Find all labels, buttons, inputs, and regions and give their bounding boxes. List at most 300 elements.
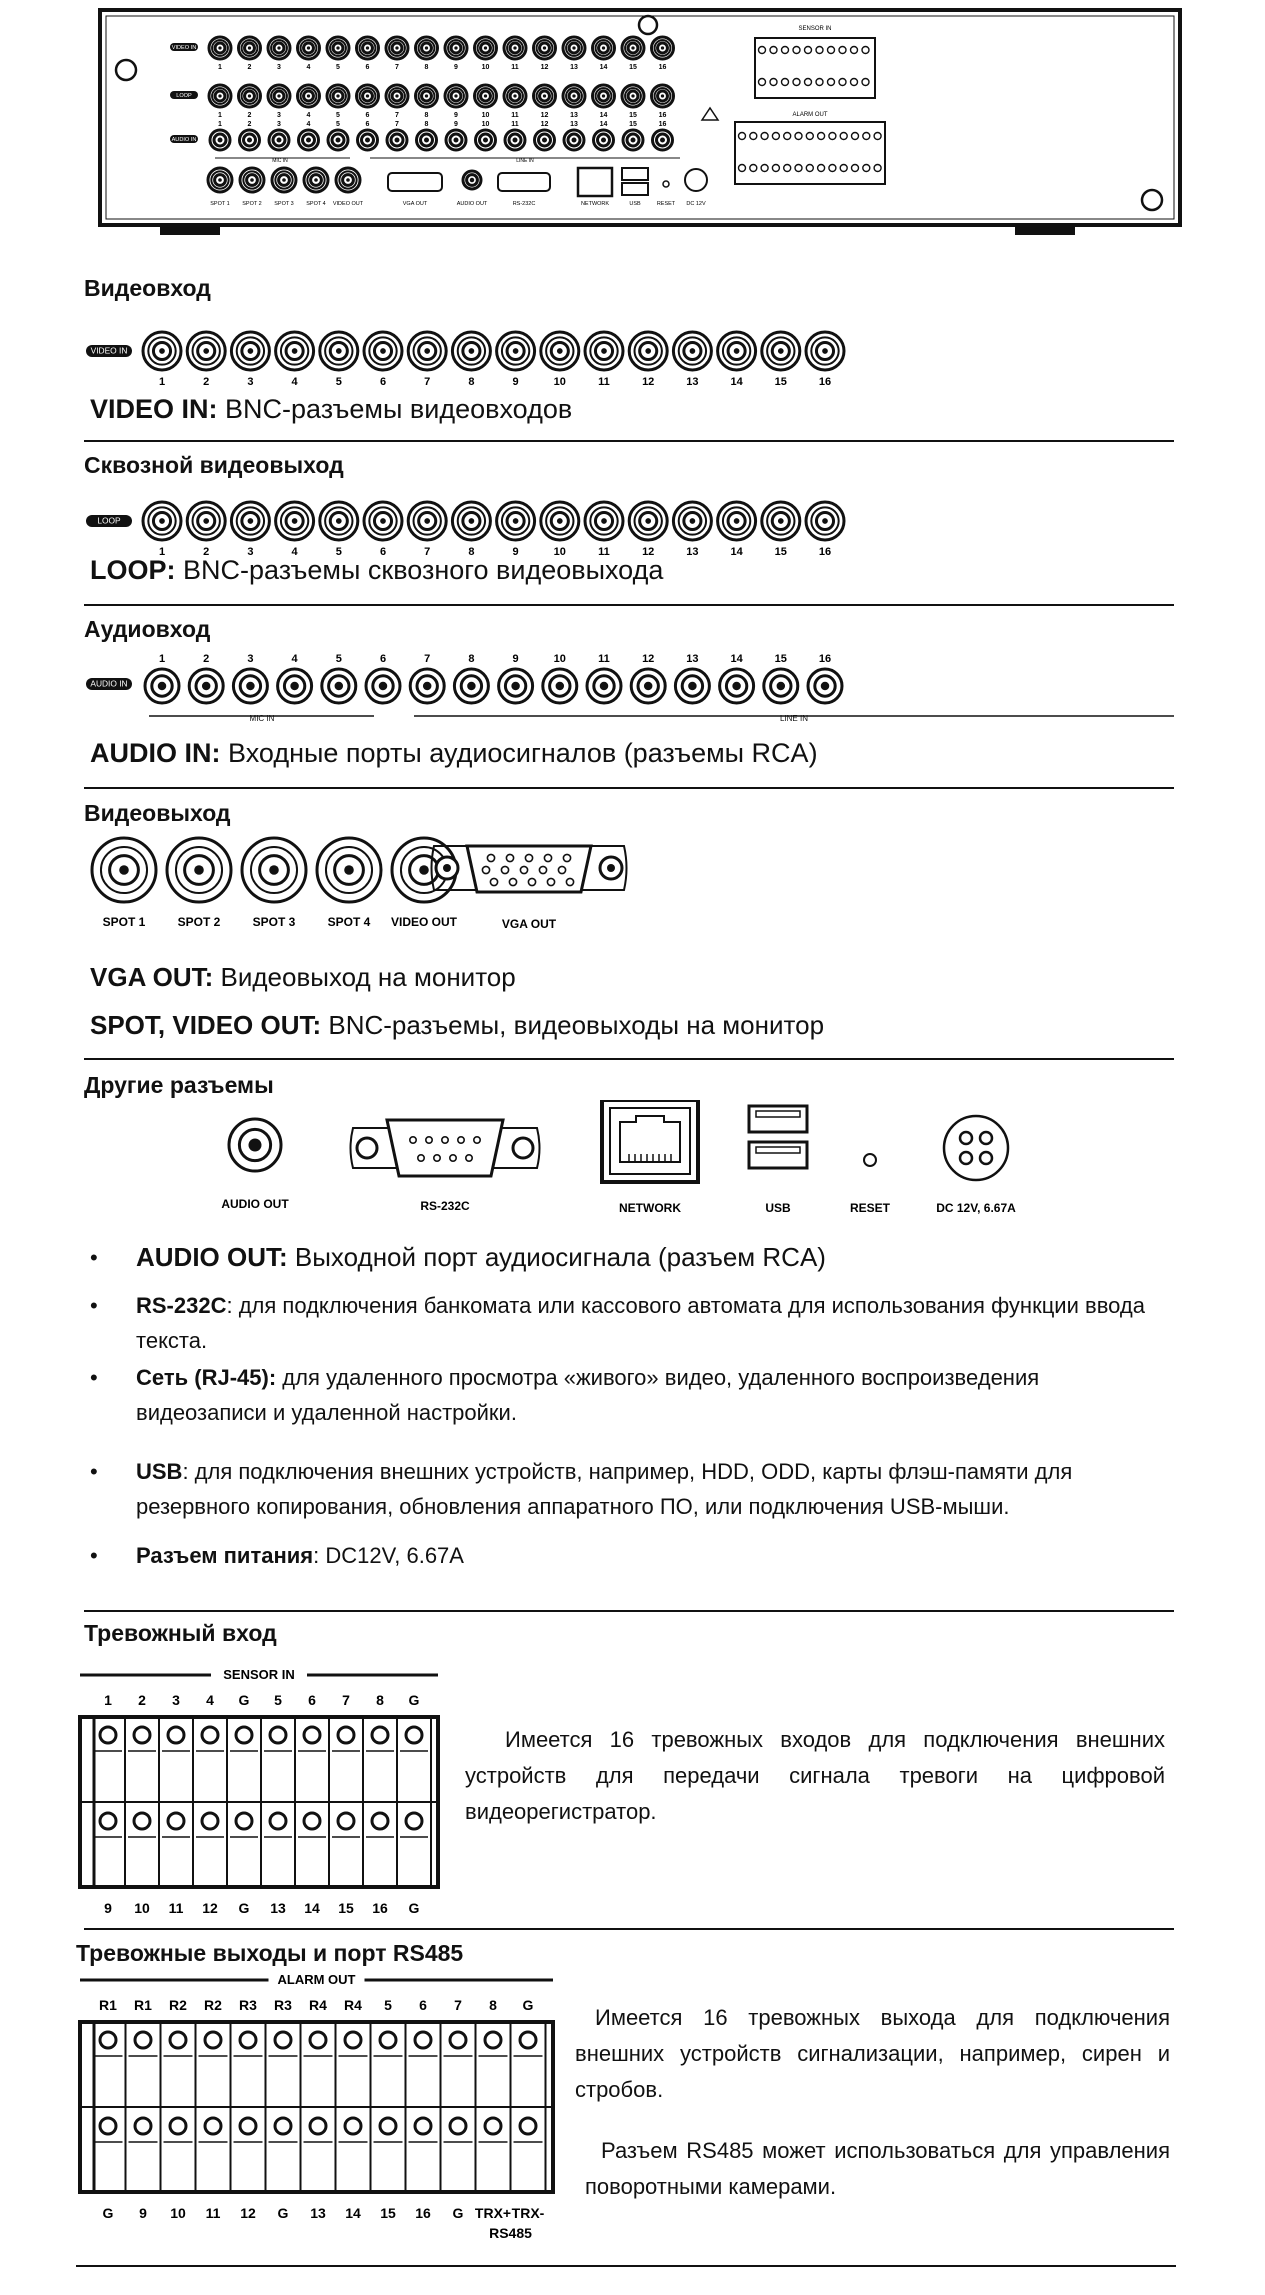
bullet-desc: : для подключения внешних устройств, например, HDD, ODD, карты флэш-памяти для резервного копирования, обновления аппаратного ПО, или подключения USB-мыши. (136, 1459, 1073, 1519)
bnc-11-pin (601, 518, 607, 524)
terminal-screw (205, 2032, 221, 2048)
port-number: 1 (158, 653, 166, 665)
rs485-description: Разъем RS485 может использоваться для управления поворотными камерами. (585, 2138, 1170, 2199)
panel-port-num: 4 (306, 112, 311, 119)
panel-rca-pin (365, 138, 370, 143)
terminal-screw (380, 2032, 396, 2048)
panel-usb-label: USB (629, 201, 641, 207)
rca-9-pin (511, 682, 519, 691)
port-number: 13 (686, 376, 699, 388)
panel-mic-label: MIC IN (272, 158, 288, 164)
video-out-bnc-pin (344, 865, 354, 875)
panel-rca-pin (277, 138, 282, 143)
bnc-12-pin (645, 518, 651, 524)
bnc-2-pin (203, 348, 209, 354)
panel-port-num: 6 (365, 121, 370, 128)
panel-bnc-pin (425, 46, 428, 49)
terminal-screw (338, 1727, 354, 1743)
terminal-screw (345, 2118, 361, 2134)
bnc-10-pin (557, 348, 563, 354)
terminal-screw (415, 2032, 431, 2048)
divider (84, 1058, 1174, 1060)
bnc-12-pin (645, 348, 651, 354)
bnc-2-pin (203, 518, 209, 524)
panel-port-num: 10 (481, 64, 490, 71)
video-out-label: VIDEO OUT (390, 915, 458, 929)
rs232-label: RS-232C (420, 1199, 470, 1213)
panel-bnc-pin (336, 94, 339, 97)
loop-caption: LOOP: BNC-разъемы сквозного видеовыхода (90, 555, 664, 585)
terminal-bottom-label: G (408, 1900, 420, 1915)
panel-port-num: 13 (570, 64, 578, 71)
panel-sensor-label: SENSOR IN (798, 26, 832, 32)
panel-bnc-pin (602, 94, 605, 97)
usb-tongue (756, 1111, 800, 1117)
alarm-description: Имеется 16 тревожных выхода для подключения внешних устройств сигнализации, например, сирен и стробов. (575, 2005, 1170, 2102)
panel-port-num: 12 (540, 121, 549, 128)
terminal-screw (170, 2118, 186, 2134)
rca-15-pin (777, 682, 786, 691)
panel-row-label-text: AUDIO IN (171, 136, 197, 143)
bnc-13-pin (690, 348, 696, 354)
bnc-16-pin (822, 518, 828, 524)
bnc-9-pin (513, 348, 519, 354)
terminal-top-label: 7 (454, 1997, 462, 2013)
panel-port-num: 12 (540, 64, 549, 71)
port-number: 4 (291, 546, 298, 558)
bnc-4-pin (292, 348, 298, 354)
sensor-in-terminal (76, 1665, 446, 1915)
port-number: 15 (774, 546, 787, 558)
port-number: 6 (379, 376, 387, 388)
rs232-screw-left (357, 1138, 377, 1158)
panel-rca-pin (454, 138, 459, 143)
port-number: 7 (424, 653, 431, 665)
bnc-16-pin (822, 348, 828, 354)
panel-vga (388, 173, 442, 191)
terminal-bottom-label: 9 (104, 1900, 112, 1915)
vga-out-label: VGA OUT (501, 917, 557, 931)
panel-port-num: 16 (658, 64, 667, 71)
bnc-5-pin (336, 348, 342, 354)
usb-port (749, 1106, 807, 1132)
video-out-bnc-pin (119, 865, 129, 875)
panel-rs232-label: RS-232C (512, 201, 536, 207)
terminal-screw (168, 1727, 184, 1743)
bullet-item (90, 1538, 1150, 1573)
bnc-6-pin (380, 348, 386, 354)
spot-video-out-caption: SPOT, VIDEO OUT: BNC-разъемы, видеовыходы на монитор (90, 1010, 825, 1040)
port-number: 16 (818, 653, 832, 665)
panel-out-label: SPOT 2 (242, 201, 262, 207)
row-label-text: AUDIO IN (90, 678, 128, 689)
panel-port-num: 12 (540, 112, 549, 119)
port-number: 9 (512, 546, 519, 558)
terminal-bottom-label: 13 (310, 2205, 326, 2221)
panel-rca-pin (542, 138, 547, 143)
bnc-10-pin (557, 518, 563, 524)
terminal-screw (135, 2032, 151, 2048)
video-out-label: SPOT 1 (102, 915, 146, 929)
terminal-screw (100, 1727, 116, 1743)
video-out-label: SPOT 3 (252, 915, 296, 929)
panel-port-num: 5 (336, 64, 340, 71)
bullet-text (136, 1538, 1150, 1573)
port-number: 1 (158, 546, 166, 558)
terminal-screw (406, 1813, 422, 1829)
terminal-screw (100, 1813, 116, 1829)
panel-bnc-pin (513, 94, 516, 97)
terminal-top-label: R1 (134, 1997, 152, 2013)
section-title-audio-in: Аудиовход (84, 616, 211, 642)
terminal-screw (520, 2118, 536, 2134)
line-in-label: LINE IN (779, 714, 809, 723)
rca-14-pin (732, 682, 741, 691)
bnc-5-pin (336, 518, 342, 524)
video-in-bnc-row (84, 315, 1184, 395)
panel-port-num: 9 (454, 112, 458, 119)
audio-in-rca-row (84, 648, 1184, 728)
bullet-dot: • (90, 1293, 98, 1318)
panel-bnc-pin (425, 94, 428, 97)
vga-screw-left-hole (443, 864, 451, 872)
panel-rca-pin (660, 138, 665, 143)
section-title-sensor: Тревожный вход (84, 1620, 277, 1646)
panel-bnc-pin (661, 94, 664, 97)
bnc-3-pin (248, 518, 254, 524)
bnc-14-pin (734, 348, 740, 354)
rca-6-pin (379, 682, 388, 691)
terminal-top-label: G (522, 1997, 534, 2013)
panel-port-num: 15 (629, 64, 637, 71)
terminal-title: ALARM OUT (277, 1972, 356, 1987)
section-title-video-out: Видеовыход (84, 800, 231, 826)
bullet-key: AUDIO OUT: (136, 1242, 288, 1272)
terminal-screw (236, 1727, 252, 1743)
terminal-bottom-label: 14 (304, 1900, 320, 1915)
panel-port-num: 4 (306, 64, 311, 71)
panel-port-num: 13 (570, 112, 578, 119)
terminal-screw (450, 2118, 466, 2134)
terminal-top-label: 2 (138, 1692, 146, 1708)
terminal-bottom-label: TRX+ (474, 2205, 512, 2221)
panel-dc-label: DC 12V (686, 201, 706, 207)
panel-bnc-pin (248, 46, 251, 49)
panel-port-num: 7 (395, 64, 399, 71)
panel-rca-pin (513, 138, 518, 143)
panel-line-label: LINE IN (516, 158, 534, 164)
panel-port-num: 4 (306, 121, 311, 128)
terminal-screw (134, 1727, 150, 1743)
terminal-screw (310, 2118, 326, 2134)
row-label-text: LOOP (97, 515, 121, 526)
usb-port (749, 1142, 807, 1168)
rca-3-pin (246, 682, 255, 691)
terminal-top-label: R4 (344, 1997, 362, 2013)
terminal-top-label: 8 (376, 1692, 384, 1708)
rs232-screw-right (513, 1138, 533, 1158)
bullet-text (136, 1240, 1150, 1275)
panel-bnc-pin (484, 94, 487, 97)
rca-1-pin (158, 682, 167, 691)
port-number: 13 (686, 546, 699, 558)
terminal-screw (380, 2118, 396, 2134)
terminal-screw (304, 1727, 320, 1743)
panel-rca-pin (395, 138, 400, 143)
terminal-bottom-label: 16 (372, 1900, 388, 1915)
rca-16-pin (821, 682, 830, 691)
panel-usb-2 (622, 183, 648, 195)
panel-bnc-pin (484, 46, 487, 49)
bullet-item (90, 1240, 1150, 1275)
port-number: 10 (553, 376, 566, 388)
panel-port-num: 2 (247, 112, 252, 119)
port-number: 10 (553, 546, 566, 558)
panel-bnc-pin (248, 94, 251, 97)
panel-port-num: 5 (336, 112, 340, 119)
bullet-desc: : DC12V, 6.67A (313, 1543, 464, 1568)
panel-rca-pin (218, 138, 223, 143)
port-number: 10 (553, 653, 566, 665)
panel-out-bnc-pin (218, 178, 222, 182)
terminal-screw (205, 2118, 221, 2134)
panel-port-num: 6 (365, 64, 370, 71)
divider (84, 604, 1174, 606)
bullet-dot: • (90, 1459, 98, 1484)
port-number: 1 (158, 376, 166, 388)
panel-rca-pin (247, 138, 252, 143)
panel-out-label: VIDEO OUT (332, 201, 364, 207)
terminal-top-label: 1 (104, 1692, 112, 1708)
terminal-screw (202, 1727, 218, 1743)
panel-bnc-pin (661, 46, 664, 49)
section-title-alarm: Тревожные выходы и порт RS485 (76, 1940, 464, 1966)
terminal-screw (270, 1813, 286, 1829)
panel-port-num: 3 (277, 112, 281, 119)
panel-port-num: 3 (277, 64, 281, 71)
reset-button (864, 1154, 876, 1166)
panel-bnc-pin (543, 94, 546, 97)
terminal-bottom-label: G (238, 1900, 250, 1915)
divider (84, 440, 1174, 442)
port-number: 3 (247, 546, 254, 558)
rca-7-pin (423, 682, 432, 691)
bullet-item (90, 1454, 1150, 1524)
terminal-bottom-label: 12 (240, 2205, 256, 2221)
panel-port-num: 13 (570, 121, 578, 128)
rca-11-pin (600, 682, 609, 691)
terminal-bottom-label: G (452, 2205, 464, 2221)
terminal-screw (415, 2118, 431, 2134)
terminal-top-label: R1 (99, 1997, 117, 2013)
dc-power-jack (944, 1116, 1008, 1180)
divider (76, 2265, 1176, 2267)
bullet-key: USB (136, 1459, 183, 1484)
vga-screw-right-hole (607, 864, 615, 872)
panel-bnc-pin (602, 46, 605, 49)
bullet-desc: Выходной порт аудиосигнала (разъем RCA) (287, 1242, 826, 1272)
terminal-screw (170, 2032, 186, 2048)
foot-left (160, 225, 220, 235)
terminal-bottom-label: G (102, 2205, 114, 2221)
side-screw-right (1142, 190, 1162, 210)
terminal-screw (240, 2032, 256, 2048)
section-title-loop: Сквозной видеовыход (84, 452, 344, 478)
panel-out-bnc-pin (250, 178, 254, 182)
panel-bnc-pin (572, 46, 575, 49)
divider (84, 1610, 1174, 1612)
rca-2-pin (202, 682, 211, 691)
panel-out-bnc-pin (282, 178, 286, 182)
panel-out-bnc-pin (314, 178, 318, 182)
panel-rca-pin (306, 138, 311, 143)
rca-5-pin (335, 682, 344, 691)
sensor-description: Имеется 16 тревожных входов для подключения внешних устройств для передачи сигнала тревоги на цифровой видеорегистратор. (465, 1727, 1165, 1824)
rca-13-pin (688, 682, 697, 691)
mic-in-label: MIC IN (249, 714, 275, 723)
video-out-label: SPOT 2 (177, 915, 221, 929)
panel-bnc-pin (218, 94, 221, 97)
panel-bnc-pin (307, 94, 310, 97)
terminal-bottom-label: 13 (270, 1900, 286, 1915)
bullet-text (136, 1454, 1150, 1524)
bnc-6-pin (380, 518, 386, 524)
panel-rca-pin (483, 138, 488, 143)
top-screw (639, 16, 657, 34)
panel-bnc-pin (572, 94, 575, 97)
bullet-text (136, 1360, 1150, 1430)
panel-bnc-pin (395, 94, 398, 97)
bullet-item (90, 1360, 1150, 1430)
panel-port-num: 8 (424, 64, 429, 71)
terminal-top-label: 8 (489, 1997, 497, 2013)
terminal-top-label: 5 (274, 1692, 282, 1708)
rca-12-pin (644, 682, 653, 691)
port-number: 5 (335, 653, 342, 665)
terminal-screw (450, 2032, 466, 2048)
rca-4-pin (290, 682, 299, 691)
bnc-8-pin (469, 518, 475, 524)
panel-rs232 (498, 173, 550, 191)
port-number: 15 (774, 653, 787, 665)
terminal-bottom-label: 11 (205, 2205, 221, 2221)
panel-port-num: 14 (599, 112, 608, 119)
bullet-desc: для удаленного просмотра «живого» видео, удаленного воспроизведения видеозаписи и удаленной настройки. (136, 1365, 1040, 1425)
port-number: 16 (818, 546, 832, 558)
bullet-desc: : для подключения банкомата или кассового автомата для использования функции ввода текста. (136, 1293, 1145, 1353)
panel-dc (685, 169, 707, 191)
panel-network-label: NETWORK (580, 201, 610, 207)
bnc-3-pin (248, 348, 254, 354)
bnc-1-pin (159, 348, 165, 354)
bnc-7-pin (424, 348, 430, 354)
panel-port-num: 8 (424, 112, 429, 119)
terminal-screw (240, 2118, 256, 2134)
panel-alarm-block (735, 122, 885, 184)
panel-bnc-pin (366, 46, 369, 49)
panel-out-bnc-pin (346, 178, 350, 182)
terminal-bottom-label: 15 (380, 2205, 396, 2221)
section-title-video-in: Видеовход (84, 275, 211, 301)
panel-rca-pin (601, 138, 606, 143)
port-number: 12 (642, 653, 655, 665)
audio-out-label: AUDIO OUT (221, 1197, 289, 1211)
bnc-4-pin (292, 518, 298, 524)
bullet-item (90, 1288, 1150, 1358)
rca-8-pin (467, 682, 476, 691)
terminal-screw (236, 1813, 252, 1829)
bullet-dot: • (90, 1245, 98, 1270)
panel-alarm-label: ALARM OUT (792, 112, 828, 118)
terminal-extra-label: RS485 (489, 2225, 532, 2241)
panel-port-num: 1 (218, 112, 222, 119)
port-number: 6 (379, 653, 387, 665)
terminal-bottom-label: 16 (415, 2205, 431, 2221)
terminal-top-label: R2 (169, 1997, 187, 2013)
terminal-bottom-label: 10 (134, 1900, 150, 1915)
port-number: 12 (642, 376, 655, 388)
terminal-screw (270, 1727, 286, 1743)
bullet-dot: • (90, 1365, 98, 1390)
panel-bnc-pin (454, 46, 457, 49)
panel-out-label: SPOT 3 (274, 201, 294, 207)
terminal-screw (485, 2118, 501, 2134)
terminal-bottom-label: G (277, 2205, 289, 2221)
port-number: 4 (291, 376, 298, 388)
panel-port-num: 14 (599, 121, 608, 128)
bnc-1-pin (159, 518, 165, 524)
bnc-9-pin (513, 518, 519, 524)
audio-out-jack-pin (249, 1139, 262, 1152)
panel-bnc-pin (543, 46, 546, 49)
terminal-top-label: G (238, 1692, 250, 1708)
panel-port-num: 10 (481, 121, 490, 128)
bullet-key: Сеть (RJ-45): (136, 1365, 277, 1390)
terminal-screw (345, 2032, 361, 2048)
terminal-screw (310, 2032, 326, 2048)
video-in-caption: VIDEO IN: BNC-разъемы видеовходов (90, 394, 573, 424)
panel-rca-pin (424, 138, 429, 143)
panel-port-num: 16 (658, 112, 667, 119)
terminal-top-label: 5 (384, 1997, 392, 2013)
panel-port-num: 1 (218, 64, 222, 71)
reset-label: RESET (849, 1201, 891, 1215)
bnc-13-pin (690, 518, 696, 524)
panel-port-num: 15 (629, 121, 637, 128)
bnc-7-pin (424, 518, 430, 524)
terminal-screw (202, 1813, 218, 1829)
rca-10-pin (556, 682, 565, 691)
terminal-screw (100, 2118, 116, 2134)
rear-panel-diagram (90, 0, 1190, 250)
terminal-top-label: R2 (204, 1997, 222, 2013)
panel-row-label-text: LOOP (176, 92, 192, 99)
terminal-top-label: 6 (419, 1997, 427, 2013)
divider (84, 787, 1174, 789)
loop-bnc-row (84, 485, 1184, 565)
port-number: 7 (424, 376, 431, 388)
port-number: 13 (686, 653, 699, 665)
bnc-15-pin (778, 518, 784, 524)
panel-port-num: 14 (599, 64, 608, 71)
port-number: 9 (512, 653, 519, 665)
bnc-14-pin (734, 518, 740, 524)
panel-bnc-pin (454, 94, 457, 97)
bullet-key: RS-232C (136, 1293, 227, 1318)
panel-row-label-text: VIDEO IN (171, 44, 197, 51)
terminal-bottom-label: 11 (168, 1900, 184, 1915)
panel-port-num: 16 (658, 121, 667, 128)
